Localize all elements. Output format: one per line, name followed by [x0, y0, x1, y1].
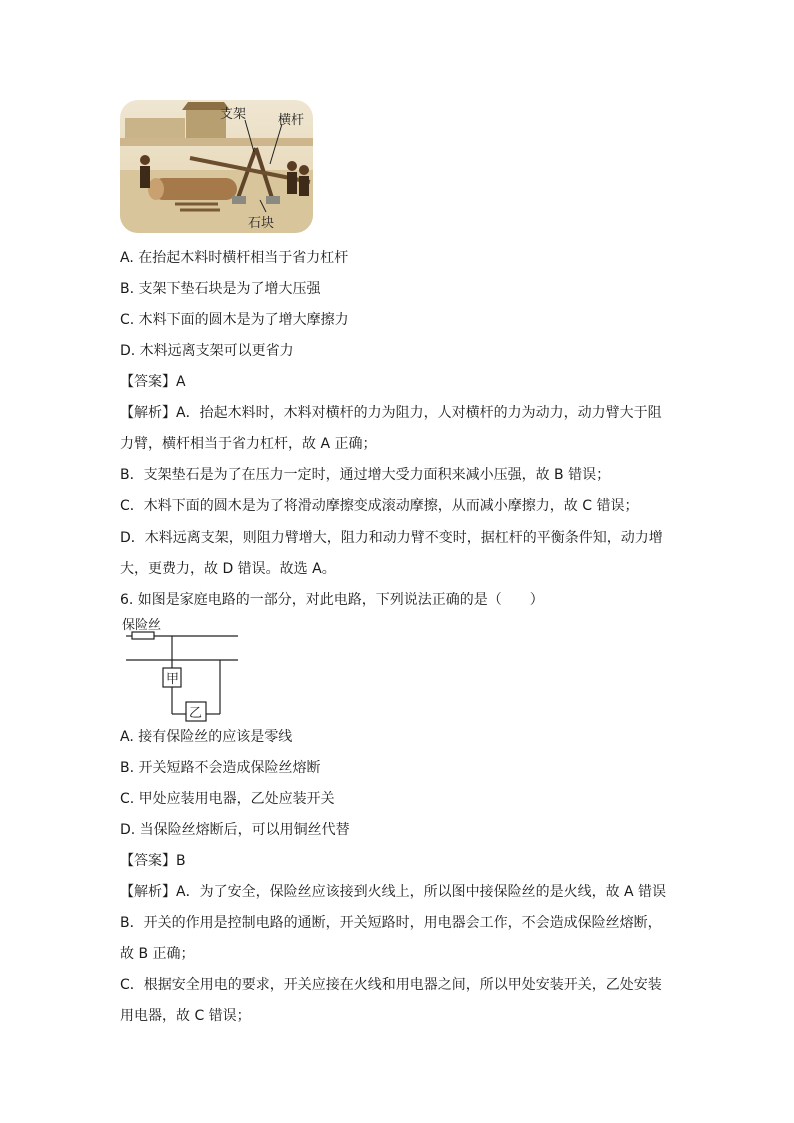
q6-analysis-line: 用电器，故 C 错误； — [120, 1008, 251, 1024]
q6-answer: 【答案】B — [120, 853, 186, 869]
q5-analysis-line: 力臂，横杆相当于省力杠杆，故 A 正确； — [120, 436, 377, 452]
q5-analysis-line: 大，更费力，故 D 错误。故选 A。 — [120, 561, 336, 577]
q6-option-b: B. 开关短路不会造成保险丝熔断 — [120, 760, 321, 776]
q5-option-d: D. 木料远离支架可以更省力 — [120, 343, 294, 359]
component-jia-label: 甲 — [166, 672, 180, 687]
lever-illustration — [120, 100, 313, 233]
q6-option-c: C. 甲处应装用电器，乙处应装开关 — [120, 791, 335, 807]
q6-analysis-line: 故 B 正确； — [120, 946, 195, 962]
q6-stem: 6. 如图是家庭电路的一部分，对此电路，下列说法正确的是（ ） — [120, 592, 544, 608]
q5-analysis-line: 【解析】A．抬起木料时，木料对横杆的力为阻力，人对横杆的力为动力，动力臂大于阻 — [120, 405, 662, 421]
q5-answer: 【答案】A — [120, 374, 186, 390]
fuse-label: 保险丝 — [122, 618, 162, 633]
q5-option-a: A. 在抬起木料时横杆相当于省力杠杆 — [120, 250, 349, 266]
label-crossbar: 横杆 — [278, 113, 305, 128]
q6-option-a: A. 接有保险丝的应该是零线 — [120, 729, 293, 745]
q5-analysis-line: C．木料下面的圆木是为了将滑动摩擦变成滚动摩擦，从而减小摩擦力，故 C 错误； — [120, 498, 639, 514]
q5-analysis-line: D．木料远离支架，则阻力臂增大，阻力和动力臂不变时，据杠杆的平衡条件知，动力增 — [120, 530, 663, 546]
label-support: 支架 — [220, 107, 247, 122]
q5-option-b: B. 支架下垫石块是为了增大压强 — [120, 281, 321, 297]
circuit-diagram — [120, 614, 250, 722]
q6-option-d: D. 当保险丝熔断后，可以用铜丝代替 — [120, 822, 350, 838]
label-stone: 石块 — [248, 216, 275, 231]
q6-analysis-line: B．开关的作用是控制电路的通断，开关短路时，用电器会工作，不会造成保险丝熔断， — [120, 915, 662, 931]
q5-option-c: C. 木料下面的圆木是为了增大摩擦力 — [120, 312, 349, 328]
q6-analysis-line: 【解析】A．为了安全，保险丝应该接到火线上，所以图中接保险丝的是火线，故 A 错误 — [120, 884, 667, 900]
q6-analysis-line: C．根据安全用电的要求，开关应接在火线和用电器之间，所以甲处安装开关，乙处安装 — [120, 977, 662, 993]
component-yi-label: 乙 — [189, 706, 203, 721]
q5-analysis-line: B．支架垫石是为了在压力一定时，通过增大受力面积来减小压强，故 B 错误； — [120, 467, 611, 483]
fuse-symbol — [132, 632, 154, 639]
